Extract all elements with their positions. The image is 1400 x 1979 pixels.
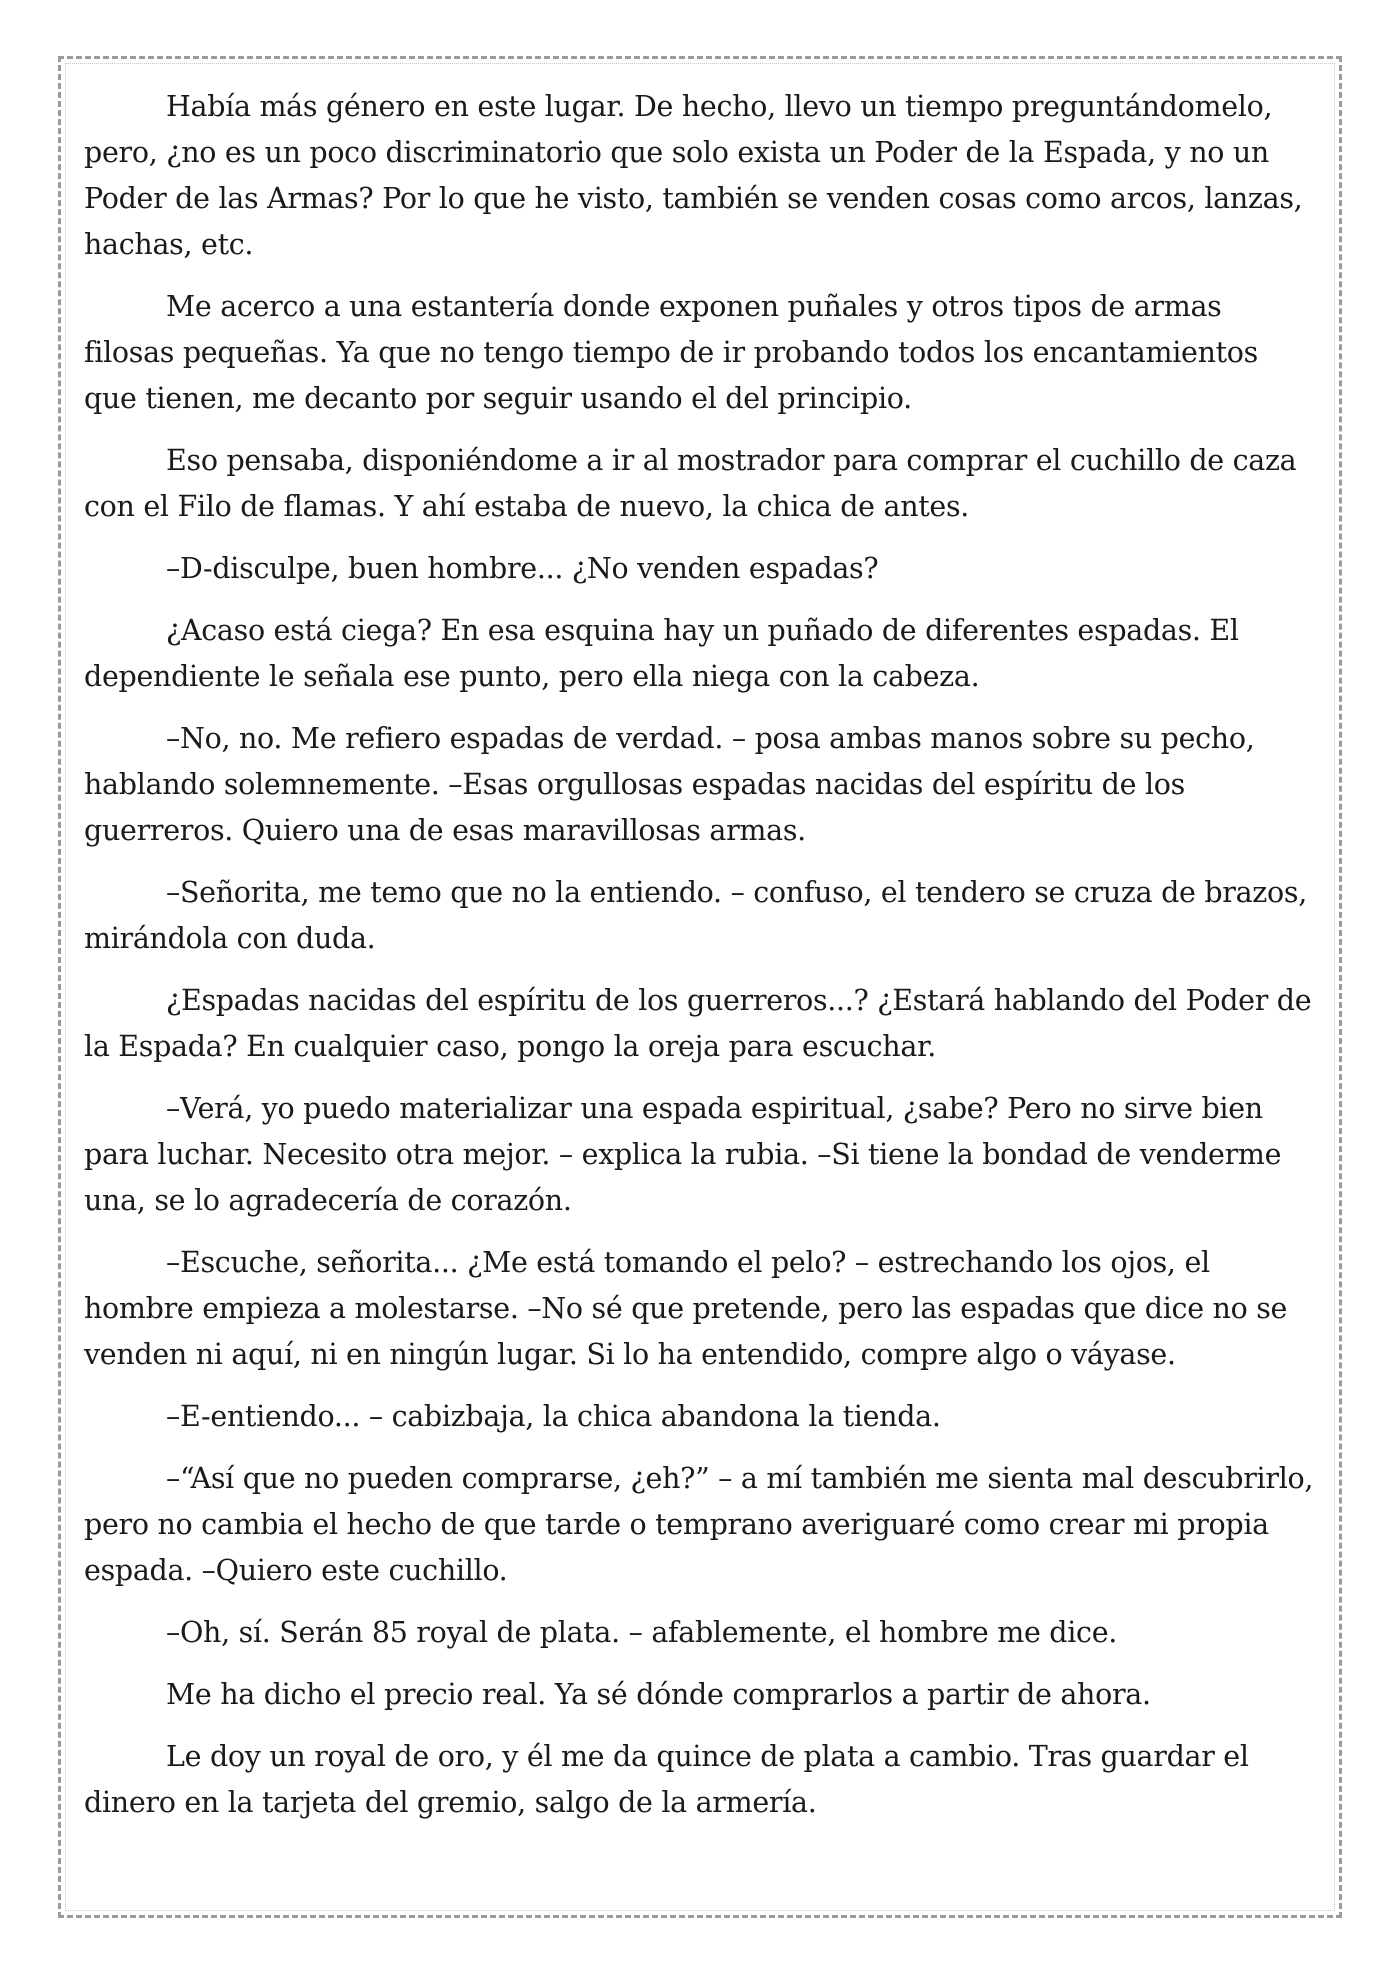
paragraph: Le doy un royal de oro, y él me da quince de plata a cambio. Tras guardar el dinero en la tarjeta del gremio, salgo de la armería. xyxy=(84,1740,1249,1819)
paragraph: –“Así que no pueden comprarse, ¿eh?” – a mí también me sienta mal descubrirlo, pero no cambia el hecho de que tarde o temprano averiguaré como crear mi propia espada. –Quiero este cuchillo. xyxy=(84,1462,1314,1587)
paragraph: Eso pensaba, disponiéndome a ir al mostrador para comprar el cuchillo de caza con el Filo de flamas. Y ahí estaba de nuevo, la chica de antes. xyxy=(84,444,1297,523)
paragraph: –No, no. Me refiero espadas de verdad. – posa ambas manos sobre su pecho, hablando solemnemente. –Esas orgullosas espadas nacidas del espíritu de los guerreros. Quiero una de esas maravillosas armas. xyxy=(84,722,1255,847)
paragraph: –Verá, yo puedo materializar una espada espiritual, ¿sabe? Pero no sirve bien para luchar. Necesito otra mejor. – explica la rubia. –Si tiene la bondad de venderme una, se lo agradecería de corazón. xyxy=(84,1092,1282,1217)
paragraph: Había más género en este lugar. De hecho, llevo un tiempo preguntándomelo, pero, ¿no es un poco discriminatorio que solo exista un Poder de la Espada, y no un Poder de las Armas? Por lo que he visto, también se venden cosas como arcos, lanzas, hachas, etc. xyxy=(84,90,1303,261)
paragraph: –E-entiendo... – cabizbaja, la chica abandona la tienda. xyxy=(166,1400,941,1433)
paragraph: Me ha dicho el precio real. Ya sé dónde comprarlos a partir de ahora. xyxy=(166,1678,1151,1711)
paragraph: –Oh, sí. Serán 85 royal de plata. – afablemente, el hombre me dice. xyxy=(166,1616,1118,1649)
paragraph: –Señorita, me temo que no la entiendo. – confuso, el tendero se cruza de brazos, mirándola con duda. xyxy=(84,876,1307,955)
paragraph: –Escuche, señorita... ¿Me está tomando el pelo? – estrechando los ojos, el hombre empieza a molestarse. –No sé que pretende, pero las espadas que dice no se venden ni aquí, ni en ningún lugar. Si lo ha entendido, compre algo o váyase. xyxy=(84,1246,1288,1371)
paragraph: –D-disculpe, buen hombre... ¿No venden espadas? xyxy=(166,552,879,585)
paragraph: Me acerco a una estantería donde exponen puñales y otros tipos de armas filosas pequeñas. Ya que no tengo tiempo de ir probando todos los encantamientos que tienen, me decanto por seguir usando el del principio. xyxy=(84,290,1258,415)
paragraph: ¿Espadas nacidas del espíritu de los guerreros...? ¿Estará hablando del Poder de la Espada? En cualquier caso, pongo la oreja para escuchar. xyxy=(84,984,1312,1063)
document-body xyxy=(84,84,1316,1842)
paragraph: ¿Acaso está ciega? En esa esquina hay un puñado de diferentes espadas. El dependiente le señala ese punto, pero ella niega con la cabeza. xyxy=(84,614,1239,693)
